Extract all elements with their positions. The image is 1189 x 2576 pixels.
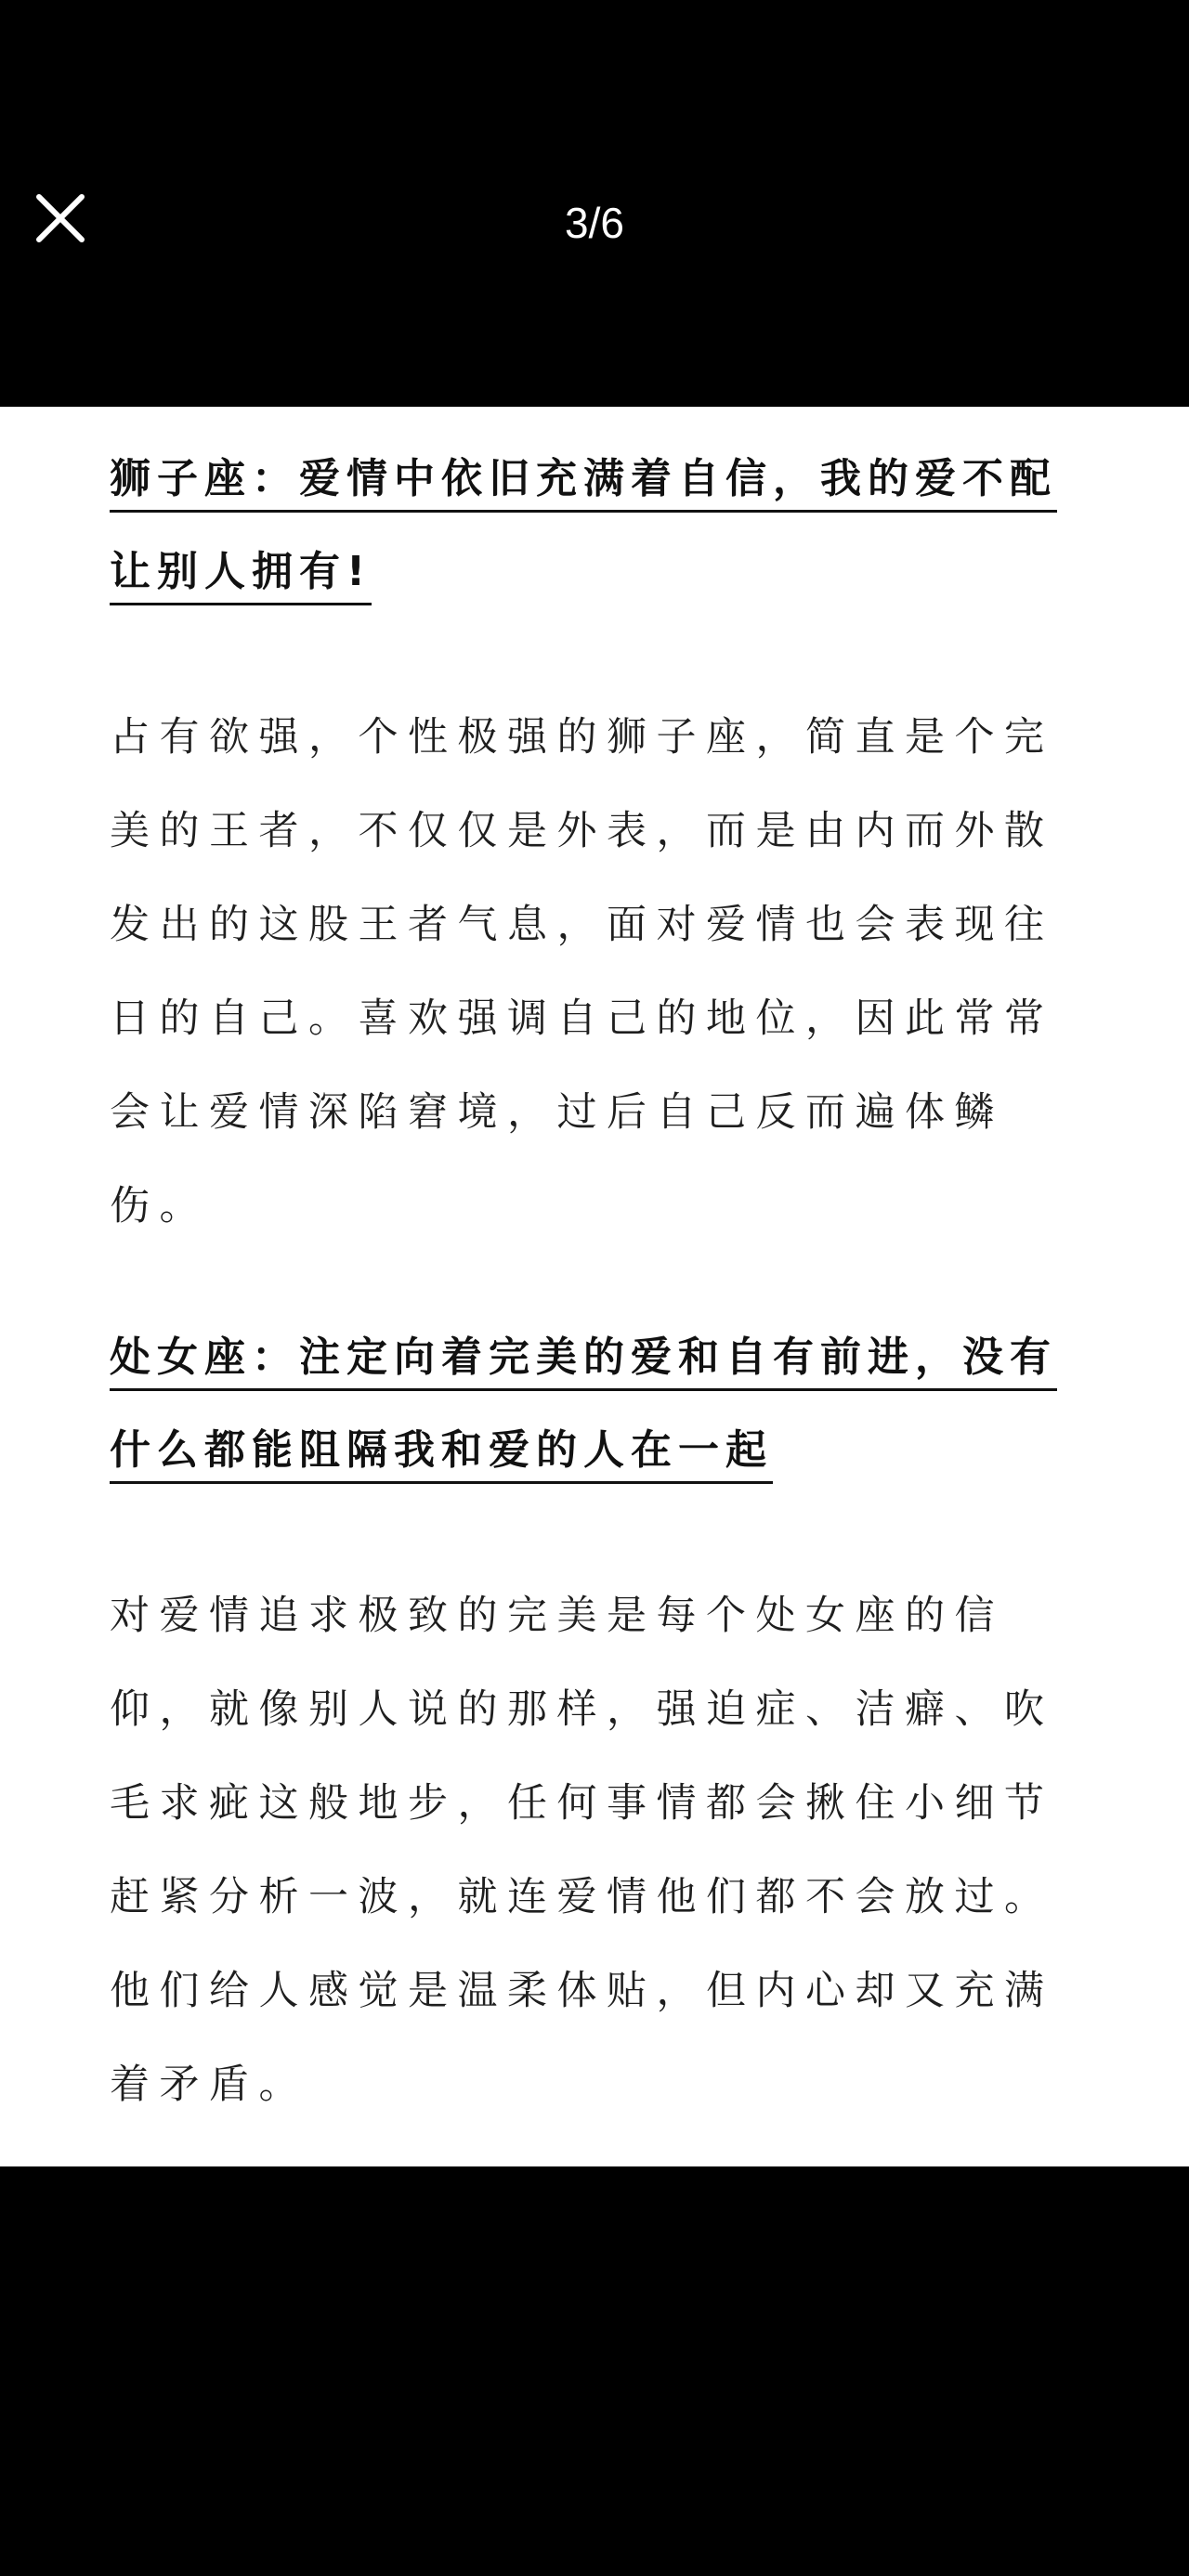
section-heading-virgo: 处女座：注定向着完美的爱和自有前进，没有什么都能阻隔我和爱的人在一起 (110, 1311, 1079, 1497)
section-paragraph-leo: 占有欲强，个性极强的狮子座，简直是个完美的王者，不仅仅是外表，而是由内而外散发出的这股王者气息，面对爱情也会表现往日的自己。喜欢强调自己的地位，因此常常会让爱情深陷窘境，过后自己反而遍体鳞伤。 (110, 714, 1054, 1229)
section-paragraph-virgo: 对爱情追求极致的完美是每个处女座的信仰，就像别人说的那样，强迫症、洁癖、吹毛求疵这般地步，任何事情都会揪住小细节赶紧分析一波，就连爱情他们都不会放过。他们给人感觉是温柔体贴，但内心却又充满着矛盾。 (110, 1593, 1054, 2108)
viewer-bottom-bar (0, 2166, 1189, 2576)
article-body (110, 433, 1079, 2132)
article-image (0, 407, 1189, 2166)
page-counter: 3/6 (565, 199, 624, 247)
viewer-top-bar (0, 0, 1189, 407)
section-heading-leo: 狮子座：爱情中依旧充满着自信，我的爱不配让别人拥有! (110, 433, 1079, 618)
